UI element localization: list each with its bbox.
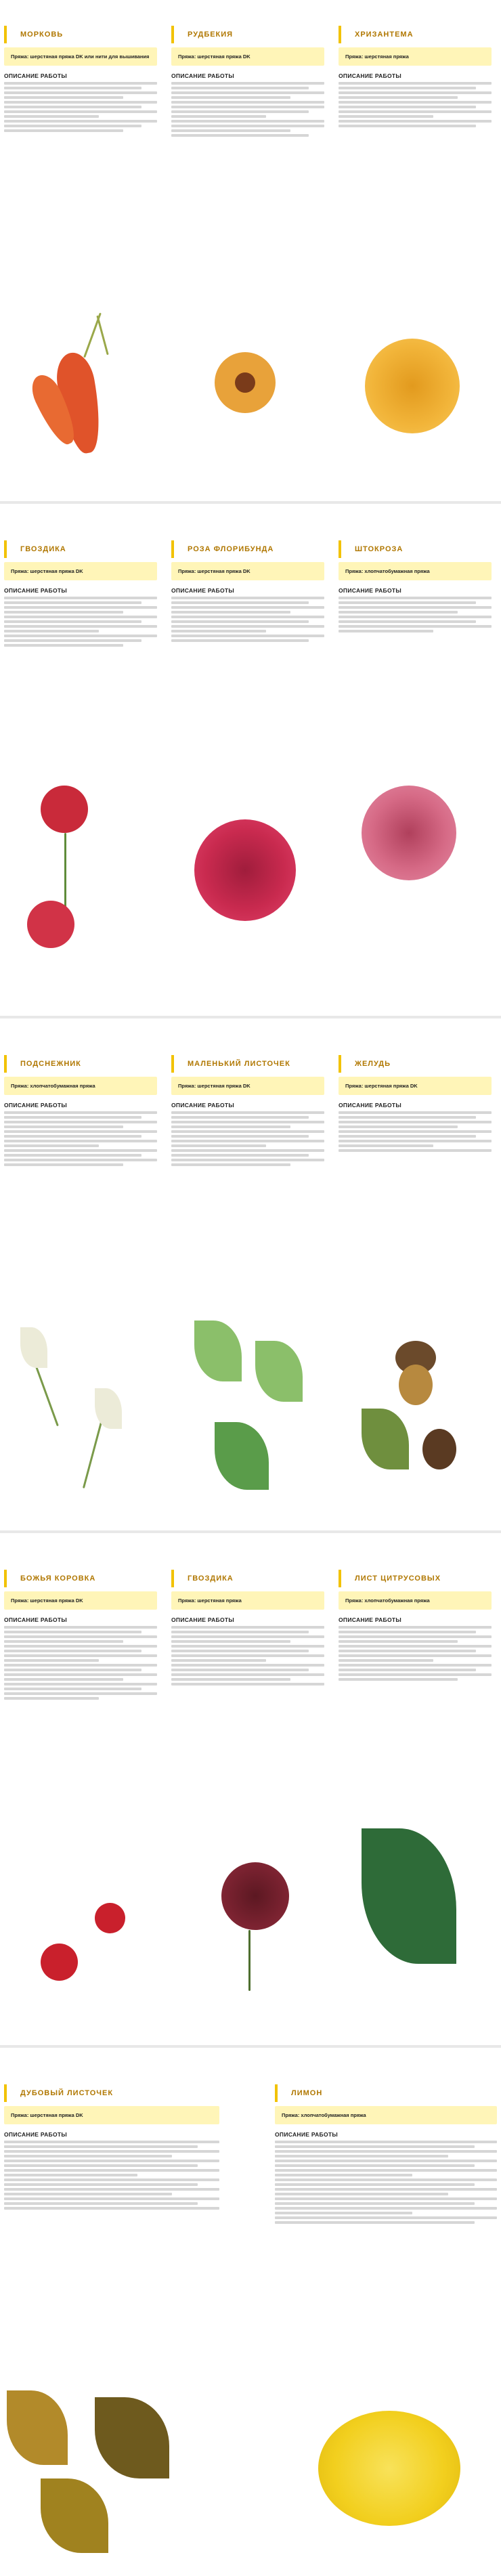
- instructions-text: [171, 82, 324, 137]
- section-heading: ОПИСАНИЕ РАБОТЫ: [339, 1616, 401, 1624]
- card-rose-floribunda: [167, 515, 328, 1016]
- materials-box: [171, 47, 324, 66]
- ladybug-photo: [27, 1903, 135, 1984]
- section-heading: ОПИСАНИЕ РАБОТЫ: [4, 1102, 67, 1109]
- section-heading: ОПИСАНИЕ РАБОТЫ: [171, 72, 234, 80]
- card-title: ГВОЗДИКА: [4, 540, 157, 558]
- materials-text: Пряжа: шерстяная пряжа DK: [345, 1083, 418, 1089]
- card-carnation-2: [167, 1544, 328, 2045]
- materials-box: [4, 1591, 157, 1610]
- instructions-text: [171, 597, 324, 642]
- divider: [0, 1016, 501, 1018]
- card-title: ЛИСТ ЦИТРУСОВЫХ: [339, 1570, 492, 1587]
- materials-box: [275, 2106, 497, 2124]
- materials-text: Пряжа: шерстяная пряжа DK: [178, 53, 250, 60]
- materials-box: [339, 1077, 492, 1095]
- divider: [0, 2045, 501, 2048]
- section-heading: ОПИСАНИЕ РАБОТЫ: [4, 1616, 67, 1624]
- instructions-text: [339, 1111, 492, 1152]
- materials-box: [171, 1077, 324, 1095]
- row-3: [0, 1029, 501, 1530]
- card-chrysanthemum: [334, 0, 496, 501]
- materials-box: [4, 562, 157, 580]
- materials-text: Пряжа: хлопчатобумажная пряжа: [282, 2112, 366, 2118]
- card-title: МОРКОВЬ: [4, 26, 157, 43]
- instructions-text: [4, 1111, 157, 1166]
- card-title: ЖЕЛУДЬ: [339, 1055, 492, 1073]
- materials-box: [339, 562, 492, 580]
- section-heading: ОПИСАНИЕ РАБОТЫ: [4, 2131, 67, 2139]
- card-title: ХРИЗАНТЕМА: [339, 26, 492, 43]
- card-title: БОЖЬЯ КОРОВКА: [4, 1570, 157, 1587]
- rose-photo: [194, 819, 296, 921]
- materials-box: [171, 1591, 324, 1610]
- materials-box: [4, 47, 157, 66]
- card-title: ШТОКРОЗА: [339, 540, 492, 558]
- section-heading: ОПИСАНИЕ РАБОТЫ: [4, 587, 67, 595]
- materials-text: Пряжа: шерстяная пряжа DK: [11, 1597, 83, 1604]
- materials-box: [4, 1077, 157, 1095]
- card-title: ГВОЗДИКА: [171, 1570, 324, 1587]
- card-citrus-leaf: [334, 1544, 496, 2045]
- lemon-photo: [318, 2411, 460, 2526]
- materials-text: Пряжа: шерстяная пряжа DK: [178, 1083, 250, 1089]
- materials-text: Пряжа: шерстяная пряжа: [345, 53, 409, 60]
- instructions-text: [275, 2141, 497, 2224]
- card-lemon: [271, 2059, 501, 2576]
- instructions-text: [171, 1626, 324, 1686]
- divider: [0, 501, 501, 504]
- card-title: РОЗА ФЛОРИБУНДА: [171, 540, 324, 558]
- section-heading: ОПИСАНИЕ РАБОТЫ: [339, 1102, 401, 1109]
- section-heading: ОПИСАНИЕ РАБОТЫ: [339, 587, 401, 595]
- card-oak-leaf: [0, 2059, 223, 2576]
- citrus-leaf-photo: [362, 1828, 456, 1964]
- chrysanthemum-photo: [365, 339, 460, 433]
- card-carnation: [0, 515, 161, 1016]
- oak-leaf-photo: [7, 2384, 210, 2560]
- card-carrot: [0, 0, 161, 501]
- divider: [0, 1530, 501, 1533]
- card-acorn: [334, 1029, 496, 1530]
- card-hollyhock: [334, 515, 496, 1016]
- hollyhock-photo: [362, 786, 456, 880]
- card-title: МАЛЕНЬКИЙ ЛИСТОЧЕК: [171, 1055, 324, 1073]
- section-heading: ОПИСАНИЕ РАБОТЫ: [339, 72, 401, 80]
- materials-text: Пряжа: хлопчатобумажная пряжа: [345, 568, 430, 574]
- instructions-text: [171, 1111, 324, 1166]
- materials-text: Пряжа: шерстяная пряжа DK: [178, 568, 250, 574]
- materials-text: Пряжа: шерстяная пряжа: [178, 1597, 242, 1604]
- card-snowdrop: [0, 1029, 161, 1530]
- card-title: ДУБОВЫЙ ЛИСТОЧЕК: [4, 2084, 219, 2102]
- acorn-photo: [355, 1327, 470, 1490]
- card-title: РУДБЕКИЯ: [171, 26, 324, 43]
- materials-box: [4, 2106, 219, 2124]
- materials-text: Пряжа: шерстяная пряжа DK: [11, 2112, 83, 2118]
- instructions-text: [339, 82, 492, 127]
- materials-text: Пряжа: шерстяная пряжа DK: [11, 568, 83, 574]
- carrot-photo: [27, 312, 122, 474]
- card-title: ЛИМОН: [275, 2084, 497, 2102]
- materials-box: [339, 1591, 492, 1610]
- materials-text: Пряжа: хлопчатобумажная пряжа: [345, 1597, 430, 1604]
- row-2: [0, 515, 501, 1016]
- section-heading: ОПИСАНИЕ РАБОТЫ: [171, 1616, 234, 1624]
- snowdrop-photo: [7, 1327, 149, 1503]
- instructions-text: [339, 597, 492, 632]
- section-heading: ОПИСАНИЕ РАБОТЫ: [171, 1102, 234, 1109]
- card-small-leaf: [167, 1029, 328, 1530]
- instructions-text: [4, 1626, 157, 1700]
- row-1: [0, 0, 501, 501]
- instructions-text: [4, 2141, 219, 2210]
- section-heading: ОПИСАНИЕ РАБОТЫ: [171, 587, 234, 595]
- card-title: ПОДСНЕЖНИК: [4, 1055, 157, 1073]
- materials-box: [171, 562, 324, 580]
- rudbeckia-photo: [215, 352, 276, 413]
- carnation-2-photo: [208, 1849, 309, 2004]
- instructions-text: [4, 597, 157, 647]
- section-heading: ОПИСАНИЕ РАБОТЫ: [4, 72, 67, 80]
- row-4: [0, 1544, 501, 2045]
- card-ladybug: [0, 1544, 161, 2045]
- row-5: [0, 2059, 501, 2576]
- materials-text: Пряжа: хлопчатобумажная пряжа: [11, 1083, 95, 1089]
- materials-text: Пряжа: шерстяная пряжа DK или нити для вышивания: [11, 53, 150, 60]
- instructions-text: [4, 82, 157, 132]
- carnation-photo: [14, 772, 135, 975]
- instructions-text: [339, 1626, 492, 1681]
- section-heading: ОПИСАНИЕ РАБОТЫ: [275, 2131, 338, 2139]
- card-rudbeckia: [167, 0, 328, 501]
- materials-box: [339, 47, 492, 66]
- small-leaf-photo: [181, 1321, 316, 1497]
